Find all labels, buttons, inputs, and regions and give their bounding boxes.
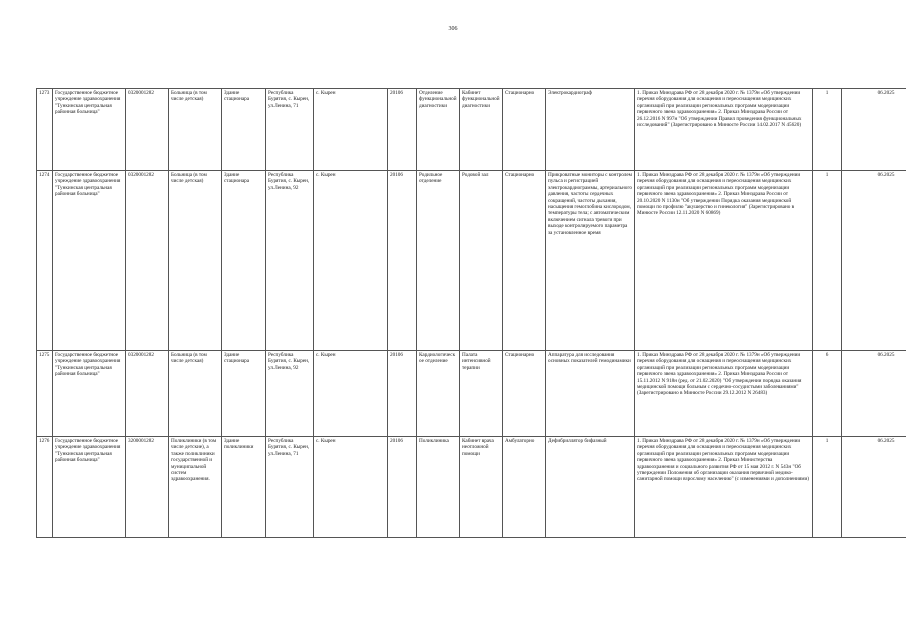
organization-name: Государственное бюджетное учреждение здравоохранения "Тункинская центральная районная больница": [53, 437, 126, 538]
care-condition: Стационарно: [503, 171, 546, 351]
table-row: [37, 437, 906, 538]
quantity: 6: [813, 351, 842, 437]
building-name: Здание стационара: [222, 171, 266, 351]
building-name: Здание поликлиники: [222, 437, 266, 538]
building-name: Здание стационара: [222, 89, 266, 171]
facility-type: Поликлиники (в том числе детские), а также поликлиники государственной и муниципальной систем здравоохранения.: [169, 437, 222, 538]
facility-type: Больница (в том числе детская): [169, 89, 222, 171]
locality: с. Кырен: [314, 89, 388, 171]
address: Республика Бурятия, с. Кырен, ул.Ленина, 92: [266, 351, 314, 437]
delivery-date: 06.2025: [842, 89, 906, 171]
organization-code: 3200001282: [126, 437, 169, 538]
row-number: 1274: [37, 171, 53, 351]
organization-name: Государственное бюджетное учреждение здравоохранения "Тункинская центральная районная больница": [53, 89, 126, 171]
department: Отделение функциональной диагностики: [417, 89, 460, 171]
delivery-date: 06.2025: [842, 171, 906, 351]
organization-code: 0320001282: [126, 351, 169, 437]
department: Родильное отделение: [417, 171, 460, 351]
table-row: [37, 89, 906, 171]
room: Кабинет врача неотложной помощи: [460, 437, 503, 538]
equipment-name: Прикроватные мониторы с контролем пульса и регистрацией электрокардиограммы, артериального давления, частоты сердечных сокращений, частоты дыхания, насыщения гемоглобина кислородом, температуры тела; с автоматическим включением сигнала тревоги при выходе контролируемого параметра за установленное время: [546, 171, 635, 351]
quantity: 1: [813, 437, 842, 538]
year: 20106: [388, 351, 417, 437]
delivery-date: 06.2025: [842, 351, 906, 437]
address: Республика Бурятия, с. Кырен, ул.Ленина, 71: [266, 89, 314, 171]
care-condition: Амбулаторно: [503, 437, 546, 538]
row-number: 1273: [37, 89, 53, 171]
equipment-registry-table: [36, 88, 906, 538]
year: 20106: [388, 89, 417, 171]
address: Республика Бурятия, с. Кырен, ул.Ленина, 71: [266, 437, 314, 538]
quantity: 1: [813, 171, 842, 351]
department: Поликлиника: [417, 437, 460, 538]
locality: с. Кырен: [314, 351, 388, 437]
locality: с. Кырен: [314, 171, 388, 351]
equipment-name: Аппаратура для исследования основных показателей гемодинамики: [546, 351, 635, 437]
table-row: [37, 171, 906, 351]
room: Кабинет функциональной диагностики: [460, 89, 503, 171]
row-number: 1276: [37, 437, 53, 538]
legal-basis: 1. Приказ Минздрава РФ от 28 декабря 2020 г. № 1379н «Об утверждении перечня оборудования для оснащения и переоснащения медицинских организаций при реализации региональных программ модернизации первичного звена здравоохранения» 2. Приказ Минздрава России от 20.10.2020 N 1130н "Об утверждении Порядка оказания медицинской помощи по профилю "акушерство и гинекология" (Зарегистрировано в Минюсте России 12.11.2020 N 60869): [635, 171, 813, 351]
room: Палата интенсивной терапии: [460, 351, 503, 437]
organization-code: 0320001282: [126, 171, 169, 351]
facility-type: Больница (в том числе детская): [169, 171, 222, 351]
table-row: [37, 351, 906, 437]
care-condition: Стационарно: [503, 89, 546, 171]
year: 20106: [388, 171, 417, 351]
delivery-date: 06.2025: [842, 437, 906, 538]
building-name: Здание стационара: [222, 351, 266, 437]
equipment-name: Дефибриллятор бифазный: [546, 437, 635, 538]
year: 20106: [388, 437, 417, 538]
equipment-name: Электрокардиограф: [546, 89, 635, 171]
quantity: 1: [813, 89, 842, 171]
legal-basis: 1. Приказ Минздрава РФ от 28 декабря 2020 г. № 1379н «Об утверждении перечня оборудования для оснащения и переоснащения медицинских организаций при реализации региональных программ модернизации первичного звена здравоохранения» 2. Приказ Минздрава России от 15.11.2012 N 918н (ред. от 21.02.2020) "Об утверждении порядка оказания медицинской помощи больным с сердечно-сосудистыми заболеваниями" (Зарегистрировано в Минюсте России 29.12.2012 N 26483): [635, 351, 813, 437]
organization-name: Государственное бюджетное учреждение здравоохранения "Тункинская центральная районная больница": [53, 171, 126, 351]
legal-basis: 1. Приказ Минздрава РФ от 28 декабря 2020 г. № 1379н «Об утверждении перечня оборудования для оснащения и переоснащения медицинских организаций при реализации региональных программ модернизации первичного звена здравоохранения» 2. Приказ Министерства здравоохранения и социального развития РФ от 15 мая 2012 г. N 543н "Об утверждении Положения об организации оказания первичной медико-санитарной помощи взрослому населению" (с изменениями и дополнениями): [635, 437, 813, 538]
page-number: 306: [448, 26, 458, 32]
department: Кардиологическое отделение: [417, 351, 460, 437]
legal-basis: 1. Приказ Минздрава РФ от 28 декабря 2020 г. № 1379н «Об утверждении перечня оборудования для оснащения и переоснащения медицинских организаций при реализации региональных программ модернизации первичного звена здравоохранения» 2. Приказ Минздрава России от 26.12.2016 N 997н "Об утверждении Правил проведения функциональных исследований" (Зарегистрировано в Минюсте России 14.02.2017 N 45620): [635, 89, 813, 171]
row-number: 1275: [37, 351, 53, 437]
locality: с. Кырен: [314, 437, 388, 538]
care-condition: Стационарно: [503, 351, 546, 437]
address: Республика Бурятия, с. Кырен, ул.Ленина, 92: [266, 171, 314, 351]
facility-type: Больница (в том числе детская): [169, 351, 222, 437]
organization-name: Государственное бюджетное учреждение здравоохранения "Тункинская центральная районная больница": [53, 351, 126, 437]
room: Родовой зал: [460, 171, 503, 351]
organization-code: 0320001282: [126, 89, 169, 171]
